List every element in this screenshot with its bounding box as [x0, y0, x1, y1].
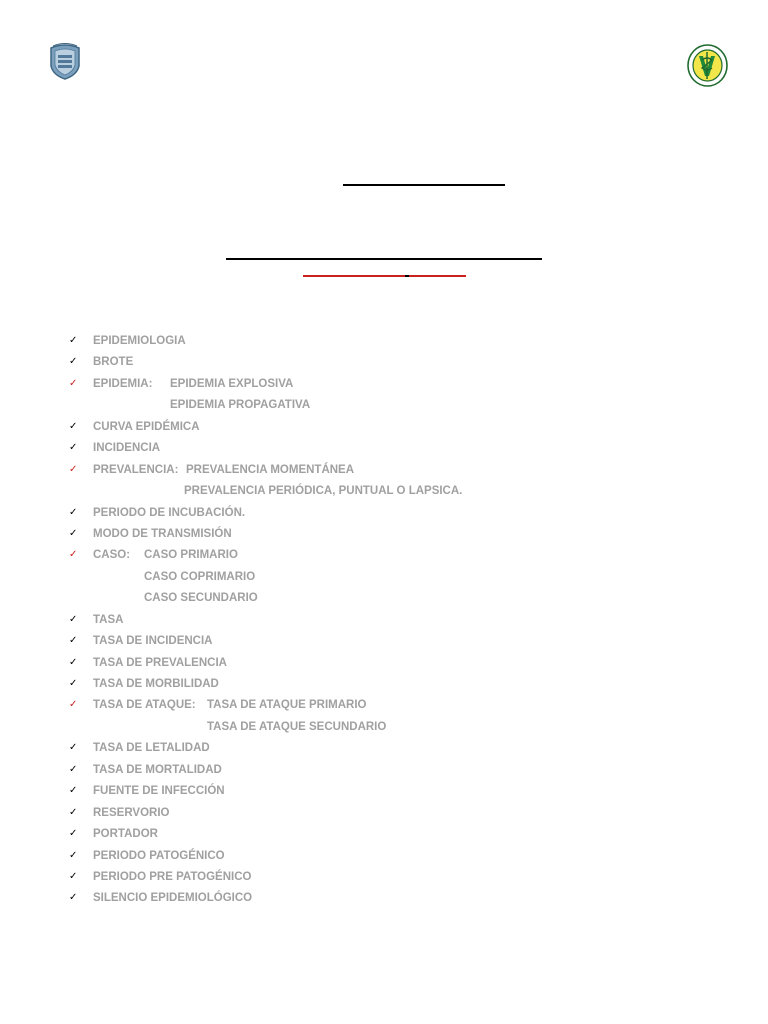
term-item — [0, 890, 768, 911]
term-item — [0, 848, 768, 869]
term-label: MODO DE TRANSMISIÓN — [93, 527, 232, 540]
term-item — [0, 333, 768, 354]
term-label: SILENCIO EPIDEMIOLÓGICO — [93, 892, 253, 905]
term-label: TASA DE ATAQUE: — [93, 699, 196, 712]
check-icon: ✓ — [69, 763, 78, 775]
term-label: TASA DE PREVALENCIA — [93, 656, 227, 669]
term-item — [0, 869, 768, 890]
term-label: PORTADOR — [93, 828, 158, 841]
title-underline — [343, 184, 505, 186]
term-label: PERIODO PATOGÉNICO — [93, 849, 225, 862]
term-label: CURVA EPIDÉMICA — [93, 420, 200, 433]
term-label: PERIODO DE INCUBACIÓN. — [93, 506, 246, 519]
term-label: PREVALENCIA: — [93, 463, 179, 476]
term-label: TASA DE LETALIDAD — [93, 742, 210, 755]
check-icon: ✓ — [69, 678, 78, 689]
term-item — [0, 826, 768, 847]
term-item — [0, 762, 768, 783]
check-icon: ✓ — [69, 335, 78, 346]
check-icon: ✓ — [69, 806, 78, 818]
term-item — [0, 805, 768, 826]
check-icon: ✓ — [69, 613, 78, 625]
term-subtype: CASO SECUNDARIO — [144, 592, 258, 605]
term-label: EPIDEMIA: — [93, 377, 153, 390]
term-item — [0, 697, 768, 718]
term-label: FUENTE DE INFECCIÓN — [93, 785, 225, 798]
term-item — [0, 676, 768, 697]
medical-faculty-logo — [687, 44, 728, 87]
check-icon: ✓ — [69, 892, 78, 904]
term-item — [0, 569, 768, 590]
university-seal-icon — [47, 42, 83, 80]
term-item — [0, 419, 768, 440]
check-icon: ✓ — [69, 699, 78, 711]
term-item — [0, 462, 768, 483]
term-label: EPIDEMIOLOGIA — [93, 335, 186, 347]
check-icon: ✓ — [69, 377, 78, 389]
term-subtype: TASA DE ATAQUE PRIMARIO — [207, 699, 367, 712]
term-label: BROTE — [93, 356, 134, 369]
term-item — [0, 783, 768, 804]
term-label: RESERVORIO — [93, 806, 170, 819]
check-icon: ✓ — [69, 527, 78, 539]
term-item — [0, 354, 768, 375]
check-icon: ✓ — [69, 656, 78, 668]
term-item — [0, 590, 768, 611]
term-item — [0, 740, 768, 761]
term-subtype: CASO COPRIMARIO — [144, 570, 256, 583]
term-item — [0, 526, 768, 547]
term-label: TASA DE MORTALIDAD — [93, 763, 222, 776]
author-underline-red-right — [409, 275, 466, 277]
check-icon: ✓ — [69, 420, 78, 432]
term-label: TASA — [93, 613, 124, 626]
term-subtype: EPIDEMIA PROPAGATIVA — [170, 399, 311, 412]
term-subtype: EPIDEMIA EXPLOSIVA — [170, 377, 294, 390]
term-item — [0, 633, 768, 654]
term-item — [0, 719, 768, 740]
term-item — [0, 547, 768, 568]
term-label: TASA DE INCIDENCIA — [93, 635, 213, 648]
check-icon: ✓ — [69, 442, 78, 454]
check-icon: ✓ — [69, 549, 78, 561]
subtitle-underline — [226, 258, 542, 260]
check-icon: ✓ — [69, 463, 78, 475]
term-label: PERIODO PRE PATOGÉNICO — [93, 870, 252, 883]
check-icon: ✓ — [69, 742, 78, 754]
check-icon: ✓ — [69, 870, 78, 882]
term-item — [0, 397, 768, 418]
term-item — [0, 440, 768, 461]
author-underline-red-left — [303, 275, 405, 277]
university-seal-logo — [47, 42, 83, 80]
medical-faculty-emblem-icon — [687, 44, 728, 87]
check-icon: ✓ — [69, 828, 78, 840]
term-subtype: TASA DE ATAQUE SECUNDARIO — [207, 720, 387, 733]
check-icon: ✓ — [69, 849, 78, 861]
term-item — [0, 612, 768, 633]
term-item — [0, 483, 768, 504]
epidemiology-term-list — [0, 333, 768, 912]
check-icon: ✓ — [69, 785, 78, 797]
term-item — [0, 505, 768, 526]
term-label: TASA DE MORBILIDAD — [93, 678, 219, 690]
term-subtype: PREVALENCIA MOMENTÁNEA — [186, 463, 355, 476]
check-icon: ✓ — [69, 356, 78, 368]
term-subtype: CASO PRIMARIO — [144, 549, 238, 562]
term-item — [0, 376, 768, 397]
term-subtype: PREVALENCIA PERIÓDICA, PUNTUAL O LAPSICA. — [184, 485, 463, 498]
term-label: CASO: — [93, 549, 131, 562]
term-item — [0, 655, 768, 676]
term-label: INCIDENCIA — [93, 442, 161, 455]
check-icon: ✓ — [69, 506, 78, 518]
check-icon: ✓ — [69, 635, 78, 647]
